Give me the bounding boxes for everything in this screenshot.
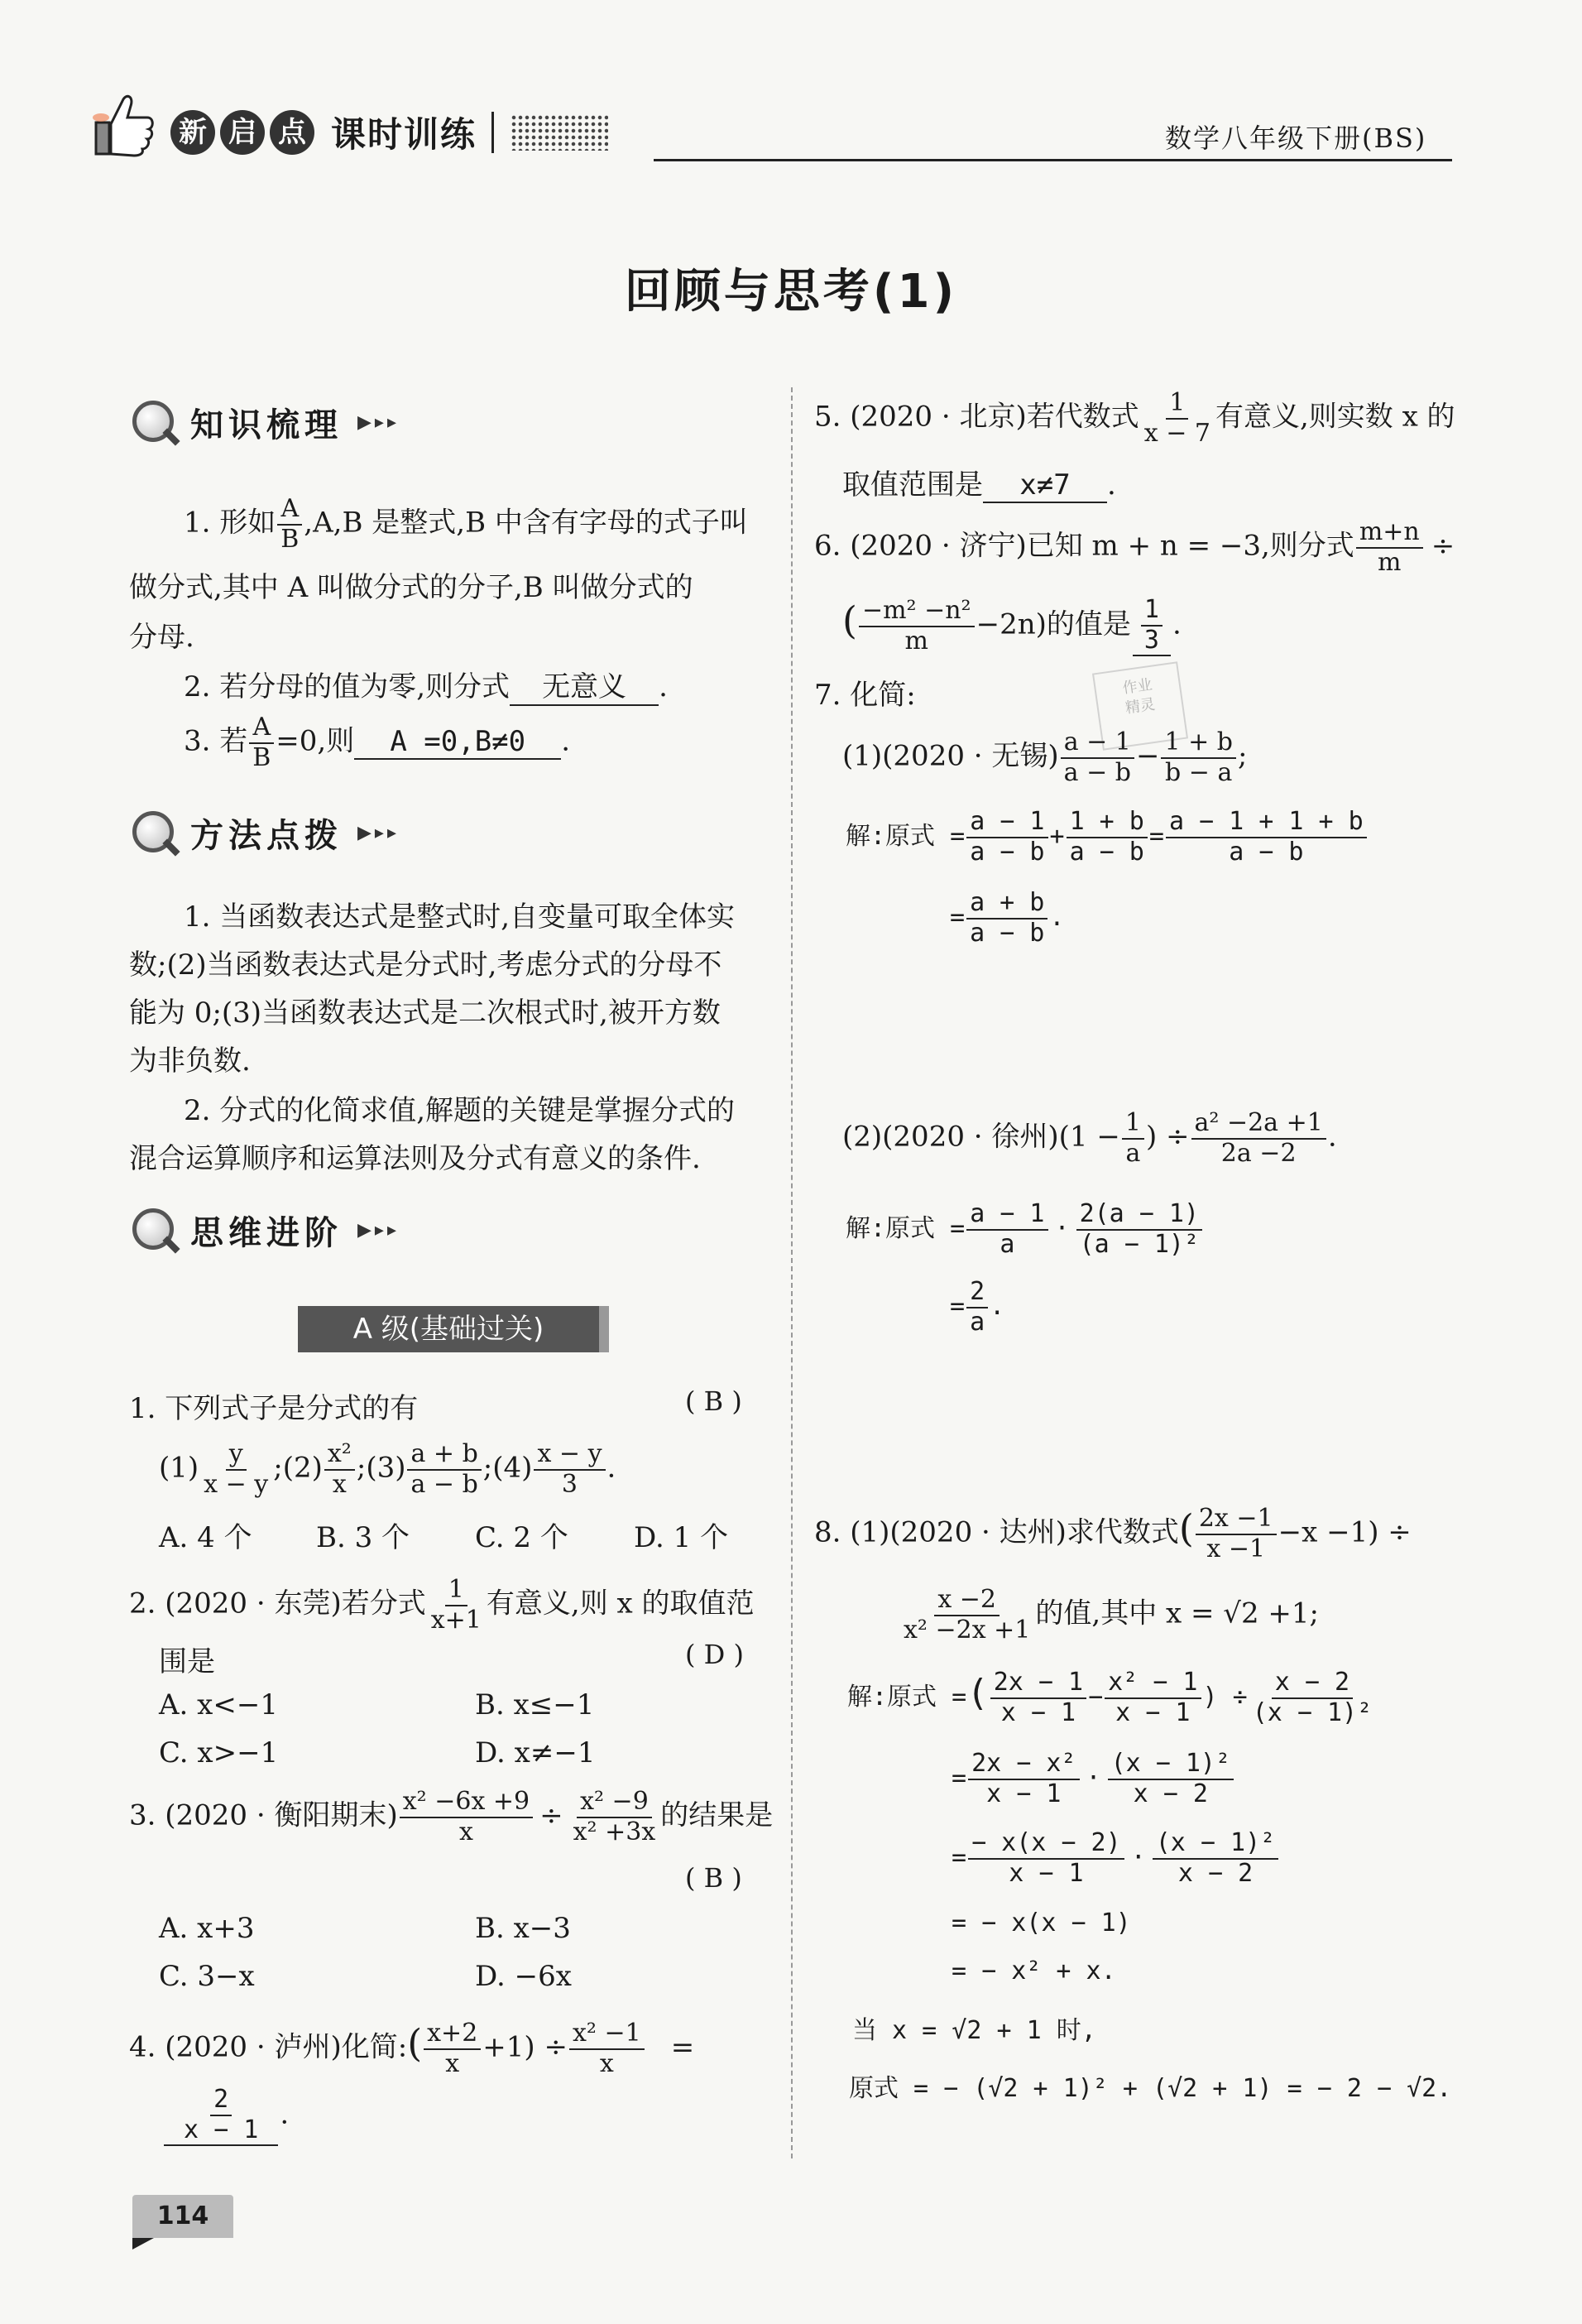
text: . bbox=[1172, 607, 1182, 641]
q8-solution-line2 bbox=[952, 1750, 1235, 1808]
text: 解:原式 = bbox=[846, 1214, 966, 1243]
q1-option: B. 3 个 bbox=[316, 1521, 410, 1554]
text: (1)(2020 · 无锡) bbox=[842, 739, 1059, 773]
operator: · bbox=[1130, 1843, 1146, 1872]
book-title: 数学八年级下册(BS) bbox=[1165, 122, 1427, 154]
q7-solution1-line2 bbox=[950, 889, 1064, 948]
denominator: B bbox=[280, 524, 300, 554]
operator: · bbox=[1086, 1764, 1101, 1793]
numerator: A bbox=[249, 713, 274, 744]
text: 4. (2020 · 泸州)化简: bbox=[129, 2030, 408, 2064]
fraction bbox=[859, 597, 975, 655]
text: 2. (2020 · 东莞)若分式 bbox=[129, 1587, 426, 1621]
item-label: (3) bbox=[366, 1451, 406, 1485]
text: (2)(2020 · 徐州) bbox=[842, 1120, 1059, 1154]
text: = bbox=[950, 903, 966, 932]
fraction bbox=[1356, 518, 1423, 577]
q5-stem bbox=[814, 389, 1455, 448]
text: = bbox=[952, 1764, 967, 1793]
text: −x −1) ÷ bbox=[1278, 1515, 1412, 1549]
q2-stem-line2: 围是 bbox=[159, 1645, 215, 1678]
denominator: a − b bbox=[1069, 837, 1144, 867]
text: 8. (1)(2020 · 达州)求代数式 bbox=[814, 1515, 1179, 1549]
magnifier-icon bbox=[129, 397, 179, 447]
numerator: a² −2a +1 bbox=[1191, 1109, 1326, 1140]
q3-option: B. x−3 bbox=[475, 1912, 571, 1945]
header-rule bbox=[654, 159, 1452, 161]
fraction bbox=[569, 2019, 645, 2078]
paren: ( bbox=[966, 1672, 989, 1714]
brand-divider bbox=[491, 112, 494, 153]
page-number-tab bbox=[132, 2195, 233, 2238]
numerator: y bbox=[226, 1440, 247, 1471]
answer-fraction bbox=[164, 2086, 278, 2146]
page-title: 回顾与思考(1) bbox=[624, 265, 958, 319]
text: . bbox=[561, 724, 571, 758]
denominator: x − 2 bbox=[1133, 1779, 1208, 1808]
text: 解:原式 = bbox=[847, 1683, 967, 1712]
q7-stem: 7. 化简: bbox=[814, 679, 916, 712]
denominator: B bbox=[252, 742, 271, 772]
denominator: (a − 1)² bbox=[1079, 1229, 1200, 1259]
homework-stamp: 作业 精灵 bbox=[1092, 661, 1188, 751]
operator: − bbox=[1088, 1683, 1104, 1712]
fraction bbox=[1141, 389, 1214, 448]
numerator: 2 bbox=[210, 2086, 232, 2116]
fraction bbox=[966, 1278, 988, 1337]
denominator: x bbox=[445, 2048, 460, 2078]
q8-solution-line4: = − x(x − 1) bbox=[952, 1909, 1131, 1937]
q2-option: A. x<−1 bbox=[159, 1688, 278, 1721]
denominator: x − 1 bbox=[986, 1779, 1062, 1808]
q7-solution1-line1 bbox=[846, 808, 1369, 867]
text: 的结果是 bbox=[660, 1798, 774, 1832]
method-line: 1. 当函数表达式是整式时,自变量可取全体实 bbox=[184, 900, 736, 934]
brand-char: 启 bbox=[220, 110, 265, 155]
fraction bbox=[1067, 808, 1148, 867]
numerator: x+2 bbox=[424, 2019, 481, 2050]
section-method bbox=[129, 808, 400, 857]
section-title: 思维进阶 bbox=[190, 1213, 343, 1252]
numerator: a + b bbox=[966, 889, 1047, 920]
brand-subtitle: 课时训练 bbox=[331, 114, 477, 155]
denominator: a − b bbox=[1063, 757, 1131, 787]
denominator: a − b bbox=[410, 1469, 478, 1499]
fraction bbox=[900, 1586, 1033, 1645]
level-banner bbox=[298, 1306, 609, 1352]
triangle-arrows-icon: ▶▸▸ bbox=[357, 1219, 400, 1241]
denominator: a bbox=[1125, 1138, 1141, 1168]
method-line: 为非负数. bbox=[129, 1044, 251, 1078]
text: 3. 若 bbox=[184, 724, 248, 758]
method-line: 数;(2)当函数表达式是分式时,考虑分式的分母不 bbox=[129, 948, 722, 982]
fraction bbox=[1061, 728, 1134, 787]
fraction bbox=[534, 1440, 605, 1499]
q8-stem bbox=[814, 1505, 1412, 1563]
level-label: A 级(基础过关) bbox=[352, 1313, 544, 1346]
text: =0,则 bbox=[276, 724, 355, 758]
brand-logo bbox=[170, 108, 608, 157]
numerator: 1 + b bbox=[1067, 808, 1148, 838]
answer-blank: 无意义 bbox=[510, 664, 659, 706]
denominator: x − 1 bbox=[1115, 1697, 1191, 1727]
knowledge-p2 bbox=[184, 664, 668, 706]
fraction bbox=[400, 1788, 533, 1846]
operator: + bbox=[1049, 822, 1065, 851]
magnifier-icon bbox=[129, 1205, 179, 1255]
fraction bbox=[277, 495, 302, 554]
text: . bbox=[280, 2097, 290, 2131]
numerator: x² −1 bbox=[569, 2019, 645, 2050]
q4-stem bbox=[129, 2019, 694, 2078]
fraction bbox=[1076, 1200, 1203, 1259]
operator: − bbox=[1135, 739, 1160, 773]
section-title: 知识梳理 bbox=[190, 406, 343, 444]
denominator: x − 2 bbox=[1177, 1858, 1254, 1888]
fraction bbox=[424, 2019, 481, 2078]
text: . bbox=[1107, 468, 1116, 502]
fraction bbox=[407, 1440, 481, 1499]
sep: ; bbox=[356, 1451, 367, 1485]
page-corner-mark bbox=[132, 2238, 154, 2250]
numerator: a + b bbox=[407, 1440, 481, 1471]
denominator: x bbox=[458, 1817, 473, 1846]
knowledge-p1-line3: 分母. bbox=[129, 621, 194, 654]
q1-stem: 1. 下列式子是分式的有 bbox=[129, 1392, 419, 1425]
fraction bbox=[1108, 1750, 1234, 1808]
fraction bbox=[249, 713, 274, 772]
section-title: 方法点拨 bbox=[190, 816, 343, 855]
brand-char: 点 bbox=[270, 110, 314, 155]
answer-fraction bbox=[1133, 596, 1171, 656]
denominator: a − b bbox=[970, 837, 1045, 867]
numerator: x² − 1 bbox=[1105, 1669, 1201, 1699]
page-number: 114 bbox=[156, 2202, 209, 2230]
denominator: 3 bbox=[561, 1469, 578, 1499]
numerator: a − 1 bbox=[1061, 728, 1134, 759]
denominator: x − 1 bbox=[1009, 1858, 1084, 1888]
answer-blank: x≠7 bbox=[983, 468, 1107, 503]
numerator: −m² −n² bbox=[859, 597, 975, 627]
denominator: x − 1 bbox=[184, 2115, 259, 2144]
denominator: b − a bbox=[1165, 757, 1233, 787]
numerator: 1 bbox=[1141, 596, 1163, 627]
q8-solution-line1 bbox=[847, 1669, 1377, 1727]
q1-option: A. 4 个 bbox=[159, 1521, 252, 1554]
sep: . bbox=[606, 1451, 616, 1485]
item-label: (1) bbox=[159, 1451, 199, 1485]
numerator: a − 1 + 1 + b bbox=[1166, 808, 1367, 838]
fraction bbox=[968, 1750, 1079, 1808]
dots-pattern bbox=[511, 114, 608, 151]
numerator: − x(x − 2) bbox=[968, 1829, 1124, 1860]
text: . bbox=[990, 1292, 1005, 1321]
header bbox=[0, 0, 1582, 166]
denominator: x² −2x +1 bbox=[904, 1615, 1031, 1645]
numerator: 1 + b bbox=[1161, 728, 1236, 759]
denominator: x+1 bbox=[430, 1605, 482, 1635]
denominator: a − b bbox=[970, 918, 1045, 948]
denominator: 3 bbox=[1143, 625, 1159, 655]
fraction bbox=[1153, 1829, 1279, 1888]
q8-solution-line3 bbox=[952, 1829, 1280, 1888]
item-label: (4) bbox=[492, 1451, 533, 1485]
numerator: A bbox=[277, 495, 302, 526]
q3-option: C. 3−x bbox=[159, 1960, 255, 1993]
q5-stem-line2 bbox=[842, 462, 1116, 503]
numerator: (x − 1)² bbox=[1108, 1750, 1234, 1780]
q1-items bbox=[159, 1440, 616, 1499]
numerator: 2 bbox=[966, 1278, 988, 1308]
fraction bbox=[324, 1440, 355, 1499]
fraction bbox=[570, 1788, 659, 1846]
q1-option: C. 2 个 bbox=[475, 1521, 568, 1554]
q2-option: D. x≠−1 bbox=[475, 1736, 596, 1769]
numerator: x −2 bbox=[934, 1586, 1000, 1616]
section-knowledge bbox=[129, 397, 400, 447]
text: 解:原式 = bbox=[846, 822, 966, 851]
numerator: x² bbox=[324, 1440, 355, 1471]
numerator: 1 bbox=[1166, 389, 1188, 420]
numerator: 1 bbox=[445, 1576, 467, 1606]
numerator: x − 2 bbox=[1272, 1669, 1353, 1699]
text: = bbox=[950, 1292, 966, 1321]
q8-solution-line6: 当 x = √2 + 1 时, bbox=[852, 2016, 1096, 2045]
fraction bbox=[966, 889, 1047, 948]
text: . bbox=[1327, 1120, 1337, 1154]
text: ) ÷ bbox=[1202, 1683, 1248, 1712]
q7-part1 bbox=[842, 728, 1247, 787]
denominator: x −1 bbox=[1206, 1534, 1266, 1563]
q8-solution-line5: = − x² + x. bbox=[952, 1957, 1116, 1985]
numerator: 2x − 1 bbox=[990, 1669, 1086, 1699]
operator: · bbox=[1054, 1214, 1070, 1243]
numerator: 2x −1 bbox=[1196, 1505, 1277, 1535]
text: 2. 若分母的值为零,则分式 bbox=[184, 670, 511, 703]
text: . bbox=[1049, 903, 1065, 932]
q3-stem bbox=[129, 1788, 773, 1846]
method-line: 2. 分式的化简求值,解题的关键是掌握分式的 bbox=[184, 1094, 736, 1127]
denominator: (x − 1)² bbox=[1252, 1697, 1373, 1727]
text: 有意义,则实数 x 的 bbox=[1215, 400, 1455, 434]
section-advance bbox=[129, 1205, 400, 1255]
triangle-arrows-icon: ▶▸▸ bbox=[357, 822, 400, 843]
fraction bbox=[1249, 1669, 1376, 1727]
q8-stem-line2 bbox=[899, 1586, 1319, 1645]
q1-option: D. 1 个 bbox=[634, 1521, 729, 1554]
sep: ; bbox=[482, 1451, 493, 1485]
q2-option: C. x>−1 bbox=[159, 1736, 279, 1769]
denominator: 2a −2 bbox=[1220, 1138, 1297, 1168]
numerator: 2x − x² bbox=[968, 1750, 1079, 1780]
q8-solution-line7: 原式 = − (√2 + 1)² + (√2 + 1) = − 2 − √2. bbox=[849, 2074, 1452, 2103]
fraction bbox=[1161, 728, 1236, 787]
fraction bbox=[968, 1829, 1124, 1888]
denominator: x − 1 bbox=[1000, 1697, 1076, 1727]
text: +1) ÷ bbox=[482, 2030, 568, 2064]
text: = bbox=[952, 1843, 967, 1872]
sep: ; bbox=[273, 1451, 283, 1485]
text: −2n)的值是 bbox=[976, 607, 1131, 641]
triangle-arrows-icon: ▶▸▸ bbox=[357, 411, 400, 433]
denominator: x − 7 bbox=[1143, 418, 1210, 448]
text: 6. (2020 · 济宁)已知 m + n = −3,则分式 bbox=[814, 529, 1354, 563]
denominator: a bbox=[1000, 1229, 1015, 1259]
text: ) ÷ bbox=[1145, 1120, 1190, 1154]
fraction bbox=[1122, 1109, 1144, 1168]
q2-option: B. x≤−1 bbox=[475, 1688, 595, 1721]
numerator: x − y bbox=[534, 1440, 605, 1471]
q6-stem bbox=[814, 518, 1455, 577]
text: 5. (2020 · 北京)若代数式 bbox=[814, 400, 1139, 434]
item-label: (2) bbox=[282, 1451, 323, 1485]
denominator: a − b bbox=[1229, 837, 1304, 867]
numerator: x² −9 bbox=[577, 1788, 652, 1818]
fraction bbox=[1196, 1505, 1277, 1563]
method-line: 能为 0;(3)当函数表达式是二次根式时,被开方数 bbox=[129, 996, 721, 1030]
numerator: m+n bbox=[1356, 518, 1423, 549]
fraction bbox=[1105, 1669, 1201, 1727]
denominator: m bbox=[1378, 547, 1402, 577]
text: (1 − bbox=[1058, 1120, 1120, 1154]
denominator: x bbox=[332, 1469, 347, 1499]
text: 取值范围是 bbox=[842, 468, 983, 502]
text: = bbox=[670, 2030, 695, 2064]
fraction bbox=[200, 1440, 271, 1499]
text: . bbox=[659, 670, 668, 703]
method-line: 混合运算顺序和运算法则及分式有意义的条件. bbox=[129, 1142, 701, 1175]
text: 的值,其中 x = √2 +1; bbox=[1035, 1597, 1319, 1630]
paren: ( bbox=[1178, 1505, 1194, 1551]
brand-char: 新 bbox=[170, 110, 215, 155]
fraction bbox=[1191, 1109, 1326, 1168]
q2-stem bbox=[129, 1576, 755, 1635]
fraction bbox=[1166, 808, 1367, 867]
knowledge-p1 bbox=[184, 495, 748, 554]
q3-answer: ( B ) bbox=[685, 1862, 742, 1894]
fraction bbox=[428, 1576, 485, 1635]
text: ; bbox=[1237, 739, 1248, 773]
q7-solution2-line1 bbox=[846, 1200, 1204, 1259]
fraction bbox=[966, 808, 1047, 867]
column-divider bbox=[791, 387, 793, 2158]
magnifier-icon bbox=[129, 808, 179, 857]
numerator: 1 bbox=[1122, 1109, 1144, 1140]
fraction bbox=[966, 1200, 1047, 1259]
thumbs-up-icon bbox=[79, 81, 159, 161]
q3-option: A. x+3 bbox=[159, 1912, 255, 1945]
numerator: a − 1 bbox=[966, 1200, 1047, 1231]
q4-answer bbox=[162, 2086, 289, 2146]
q7-solution2-line2 bbox=[950, 1278, 1004, 1337]
text: = bbox=[1148, 822, 1164, 851]
denominator: x − y bbox=[204, 1469, 269, 1499]
fraction bbox=[990, 1669, 1086, 1727]
knowledge-p1-line2: 做分式,其中 A 叫做分式的分子,B 叫做分式的 bbox=[129, 571, 693, 604]
q2-answer: ( D ) bbox=[685, 1639, 744, 1670]
text: 3. (2020 · 衡阳期末) bbox=[129, 1798, 398, 1832]
denominator: a bbox=[970, 1307, 985, 1337]
numerator: x² −6x +9 bbox=[400, 1788, 533, 1818]
knowledge-p3 bbox=[184, 713, 570, 772]
text: ,A,B 是整式,B 中含有字母的式子叫 bbox=[304, 506, 748, 540]
q7-part2 bbox=[842, 1109, 1337, 1168]
denominator: x bbox=[599, 2048, 614, 2078]
paren: ( bbox=[842, 598, 857, 643]
operator: ÷ bbox=[1431, 529, 1455, 563]
text: 有意义,则 x 的取值范 bbox=[486, 1587, 755, 1621]
denominator: m bbox=[904, 626, 928, 655]
numerator: (x − 1)² bbox=[1153, 1829, 1279, 1860]
answer-blank: A =0,B≠0 bbox=[354, 725, 561, 760]
operator: ÷ bbox=[539, 1798, 563, 1832]
q6-stem-line2 bbox=[842, 596, 1182, 656]
q3-option: D. −6x bbox=[475, 1960, 572, 1993]
paren: ( bbox=[407, 2020, 423, 2066]
numerator: a − 1 bbox=[966, 808, 1047, 838]
denominator: x² +3x bbox=[573, 1817, 656, 1846]
numerator: 2(a − 1) bbox=[1076, 1200, 1203, 1231]
text: 1. 形如 bbox=[184, 506, 276, 540]
q1-answer: ( B ) bbox=[685, 1385, 742, 1417]
